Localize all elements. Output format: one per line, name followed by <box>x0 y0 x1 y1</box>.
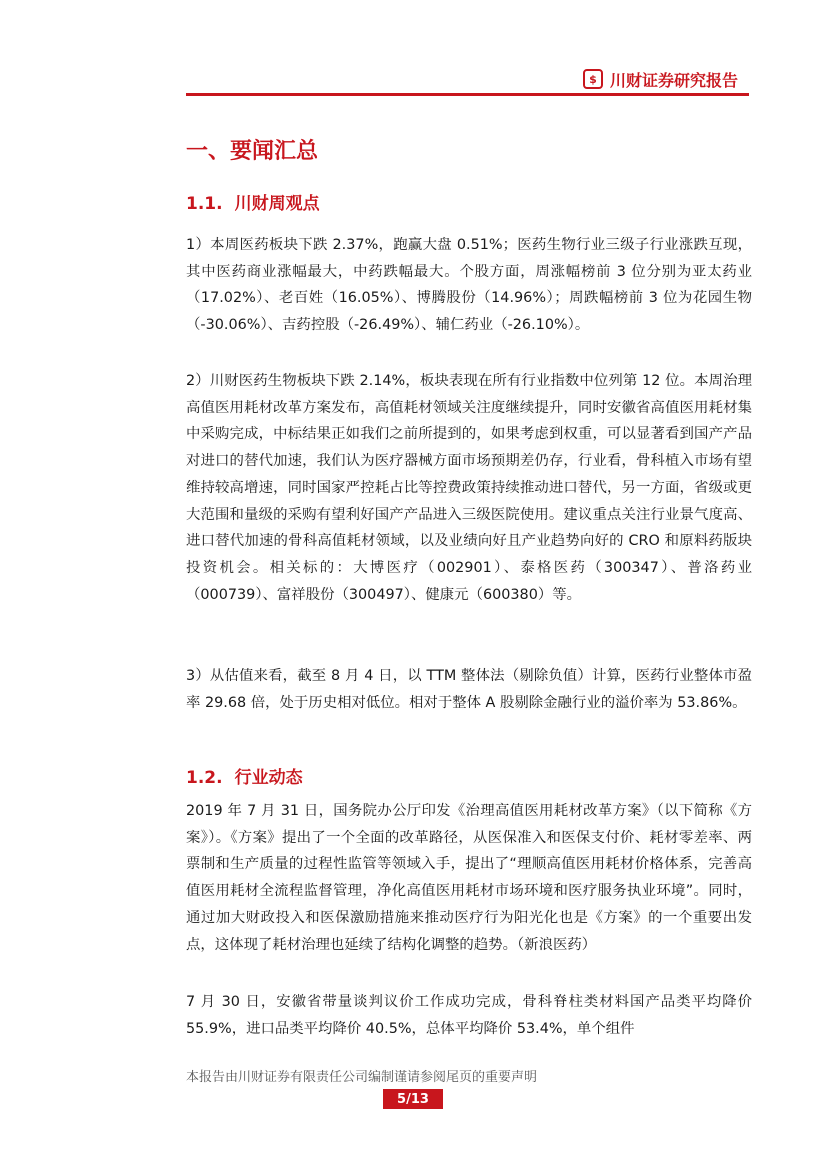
header-divider <box>186 93 749 96</box>
chuancai-logo-icon: $ <box>583 69 603 89</box>
paragraph: 7 月 30 日，安徽省带量谈判议价工作成功完成，骨科脊柱类材料国产品类平均降价 55.9%，进口品类平均降价 40.5%，总体平均降价 53.4%，单个组件 <box>186 994 752 1037</box>
paragraph: 2）川财医药生物板块下跌 2.14%，板块表现在所有行业指数中位列第 12 位。本周治理高值医用耗材改革方案发布，高值耗材领域关注度继续提升，同时安徽省高值医用耗材集中采购完成，中标结果正如我们之前所提到的，如果考虑到权重，可以显著看到国产产品对进口的替代加速，我们认为医疗器械方面市场预期差仍存，行业看，骨科植入市场有望维持较高增速，同时国家严控耗占比等控费政策持续推动进口替代，另一方面，省级或更大范围和量级的采购有望利好国产产品进入三级医院使用。建议重点关注行业景气度高、进口替代加速的骨科高值耗材领域，以及业绩向好且产业趋势向好的 CRO 和原料药版块投资机会。相关标的：大博医疗（002901）、泰格医药（300347）、普洛药业（000739）、富祥股份（300497）、健康元（600380）等。 <box>186 373 752 603</box>
paragraph: 3）从估值来看，截至 8 月 4 日，以 TTM 整体法（剔除负值）计算，医药行业整体市盈率 29.68 倍，处于历史相对低位。相对于整体 A 股剔除金融行业的溢价率为 53.86%。 <box>186 668 752 711</box>
subsection-number: 1.1. <box>186 194 223 214</box>
report-brand <box>583 66 753 92</box>
section-title: 一、要闻汇总 <box>186 139 319 164</box>
brand-title: 川财证券研究报告 <box>610 70 739 90</box>
subsection-title: 行业动态 <box>234 768 303 788</box>
paragraph: 1）本周医药板块下跌 2.37%，跑赢大盘 0.51%；医药生物行业三级子行业涨跌互现，其中医药商业涨幅最大，中药跌幅最大。个股方面，周涨幅榜前 3 位分别为亚太药业（17.02%）、老百姓（16.05%）、博腾股份（14.96%）；周跌幅榜前 3 位为花园生物（-30.06%）、吉药控股（-26.49%）、辅仁药业（-26.10%）。 <box>186 237 752 334</box>
footer-disclaimer: 本报告由川财证券有限责任公司编制谨请参阅尾页的重要声明 <box>186 1070 538 1085</box>
subsection-number: 1.2. <box>186 768 223 788</box>
subsection-heading <box>186 763 303 788</box>
subsection-title: 川财周观点 <box>234 194 320 214</box>
subsection-heading <box>186 189 320 214</box>
page-number: 5/13 <box>383 1089 443 1109</box>
paragraph: 2019 年 7 月 31 日，国务院办公厅印发《治理高值医用耗材改革方案》（以下简称《方案》）。《方案》提出了一个全面的改革路径，从医保准入和医保支付价、耗材零差率、两票制和生产质量的过程性监管等领域入手，提出了“理顺高值医用耗材价格体系，完善高值医用耗材全流程监督管理，净化高值医用耗材市场环境和医疗服务执业环境”。同时，通过加大财政投入和医保激励措施来推动医疗行为阳光化也是《方案》的一个重要出发点，这体现了耗材治理也延续了结构化调整的趋势。（新浪医药） <box>186 803 752 953</box>
